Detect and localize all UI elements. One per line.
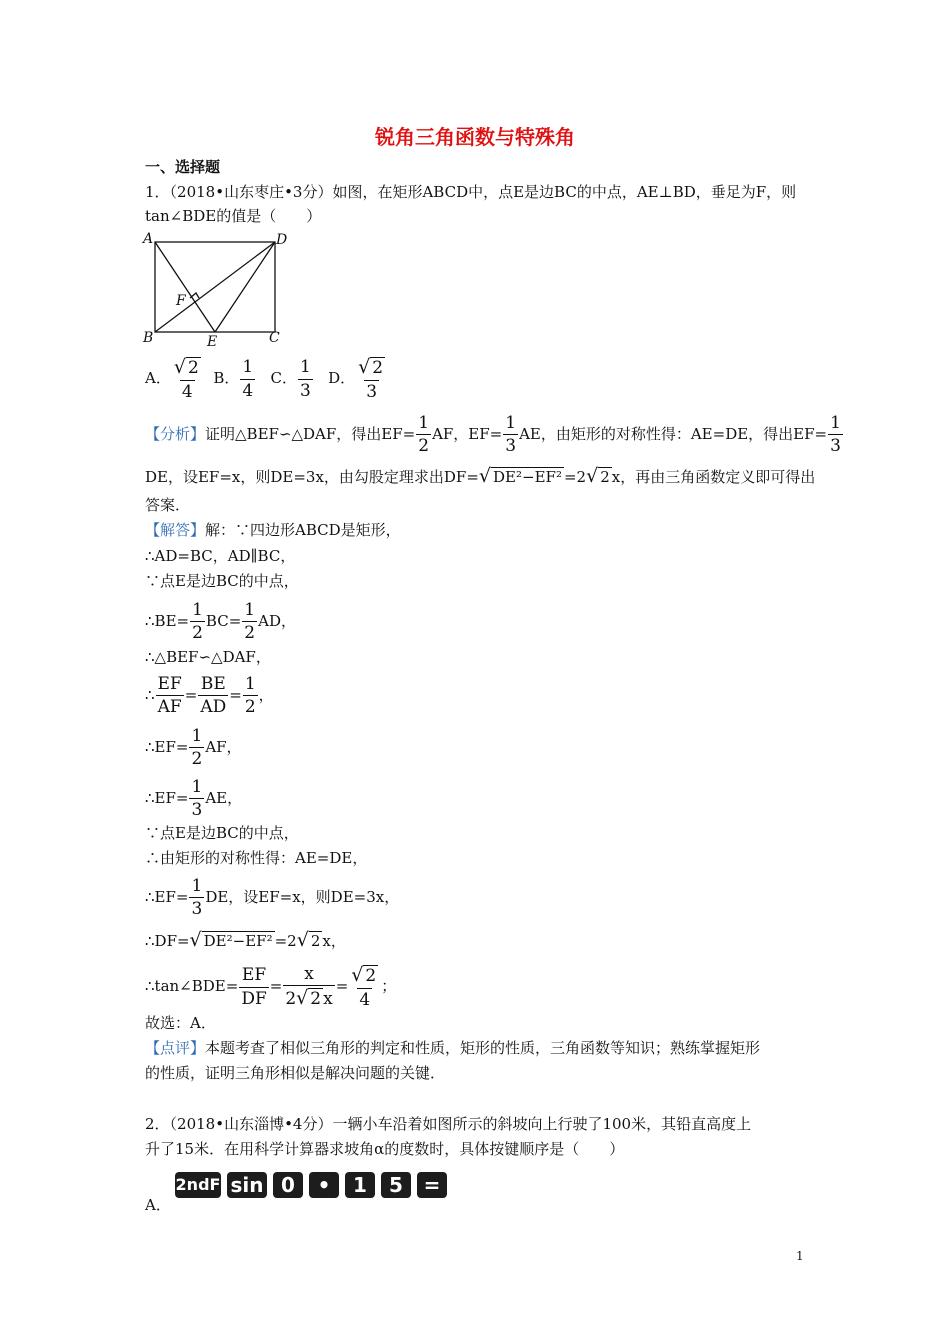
label-c: C xyxy=(269,330,280,346)
comment-line2: 的性质，证明三角形相似是解决问题的关键． xyxy=(145,1064,446,1082)
step-12: ∴DF=√ DE²−EF² =2√ 2 x， xyxy=(145,929,346,951)
step-7: ∴EF= $\frac{1}{2}$ AF， xyxy=(145,726,242,770)
option-a-fraction: $\frac{√ 2}{4}$ xyxy=(173,356,199,402)
q1-stem-line2: tan∠BDE的值是（ ） xyxy=(145,207,322,225)
key-2ndf: 2ndF xyxy=(175,1172,221,1198)
page-number: 1 xyxy=(796,1249,804,1263)
comment-tag: 【点评】 xyxy=(145,1039,206,1057)
segment-ae xyxy=(155,242,215,332)
option-d-label: D． xyxy=(328,369,356,388)
analysis-tag: 【分析】 xyxy=(145,424,206,443)
step-8: ∴EF= $\frac{1}{3}$ AE， xyxy=(145,777,243,821)
key-sin: sin xyxy=(227,1172,267,1198)
step-11: ∴EF= $\frac{1}{3}$ DE，设EF=x，则DE=3x， xyxy=(145,876,400,920)
q1-options xyxy=(145,356,388,402)
key-sequence xyxy=(175,1172,447,1198)
option-b-label: B． xyxy=(213,369,240,388)
segment-bd xyxy=(155,242,275,332)
q2-stem-line1: 2．（2018•山东淄博•4分）一辆小车沿着如图所示的斜坡向上行驶了100米，其铅直高度上 xyxy=(145,1115,752,1133)
page-title: 锐角三角函数与特殊角 xyxy=(375,125,575,149)
option-c-fraction: $\frac{1}{3}$ xyxy=(299,357,311,401)
step-3: ∵点E是边BC的中点， xyxy=(145,572,299,590)
step-10: ∴由矩形的对称性得：AE=DE， xyxy=(145,849,368,867)
key-dot: • xyxy=(309,1172,339,1198)
step-4: ∴BE= $\frac{1}{2}$ BC= $\frac{1}{2}$ AD， xyxy=(145,600,296,644)
step-2: ∴AD=BC，AD∥BC， xyxy=(145,547,296,565)
q2-stem-line2: 升了15米．在用科学计算器求坡角α的度数时，具体按键顺序是（ ） xyxy=(145,1140,625,1158)
comment-line1: 【点评】本题考查了相似三角形的判定和性质，矩形的性质，三角函数等知识；熟练掌握矩形 xyxy=(145,1039,761,1057)
step-5: ∴△BEF∽△DAF， xyxy=(145,648,271,666)
step-13: ∴tan∠BDE= $\frac{EF}{DF}$ = $\frac{x}{2√ 2 x}$ = $\frac{√ 2}{4}$ ； xyxy=(145,964,397,1010)
label-d: D xyxy=(276,232,288,248)
key-5: 5 xyxy=(381,1172,411,1198)
rectangle-figure xyxy=(140,228,300,350)
step-9: ∵点E是边BC的中点， xyxy=(145,824,299,842)
choose-line: 故选：A． xyxy=(145,1014,216,1032)
key-equals: = xyxy=(417,1172,447,1198)
label-b: B xyxy=(143,330,154,346)
option-b-fraction: $\frac{1}{4}$ xyxy=(242,357,254,401)
label-f: F xyxy=(176,293,186,309)
q2-option-a-label: A． xyxy=(145,1196,171,1214)
answer-line1: 【解答】解：∵四边形ABCD是矩形， xyxy=(145,521,401,539)
q1-stem-line1: 1．（2018•山东枣庄•3分）如图，在矩形ABCD中，点E是边BC的中点，AE⊥BD，垂足为F，则 xyxy=(145,183,797,201)
answer-tag: 【解答】 xyxy=(145,521,206,539)
step-6: ∴ $\frac{EF}{AF}$ = $\frac{BE}{AD}$ = $\frac{1}{2}$ ， xyxy=(145,674,274,718)
analysis-line3: 答案． xyxy=(145,496,191,514)
key-0: 0 xyxy=(273,1172,303,1198)
option-c-label: C． xyxy=(270,369,297,388)
key-1: 1 xyxy=(345,1172,375,1198)
section-heading: 一、选择题 xyxy=(145,158,221,176)
option-a-label: A． xyxy=(145,369,171,388)
option-d-fraction: $\frac{√ 2}{3}$ xyxy=(358,356,384,402)
label-a: A xyxy=(143,231,154,247)
analysis-line1: 【分析】证明△BEF∽△DAF，得出EF= $\frac{1}{2}$ AF，EF= $\frac{1}{3}$ AE，由矩形的对称性得：AE=DE，得出EF= $\frac{1}{3}$ xyxy=(145,413,841,457)
analysis-line2: DE，设EF=x，则DE=3x，由勾股定理求出DF=√ DE²−EF² =2√ 2 x，再由三角函数定义即可得出 xyxy=(145,465,816,487)
label-e: E xyxy=(207,334,218,350)
segment-de xyxy=(215,242,275,332)
